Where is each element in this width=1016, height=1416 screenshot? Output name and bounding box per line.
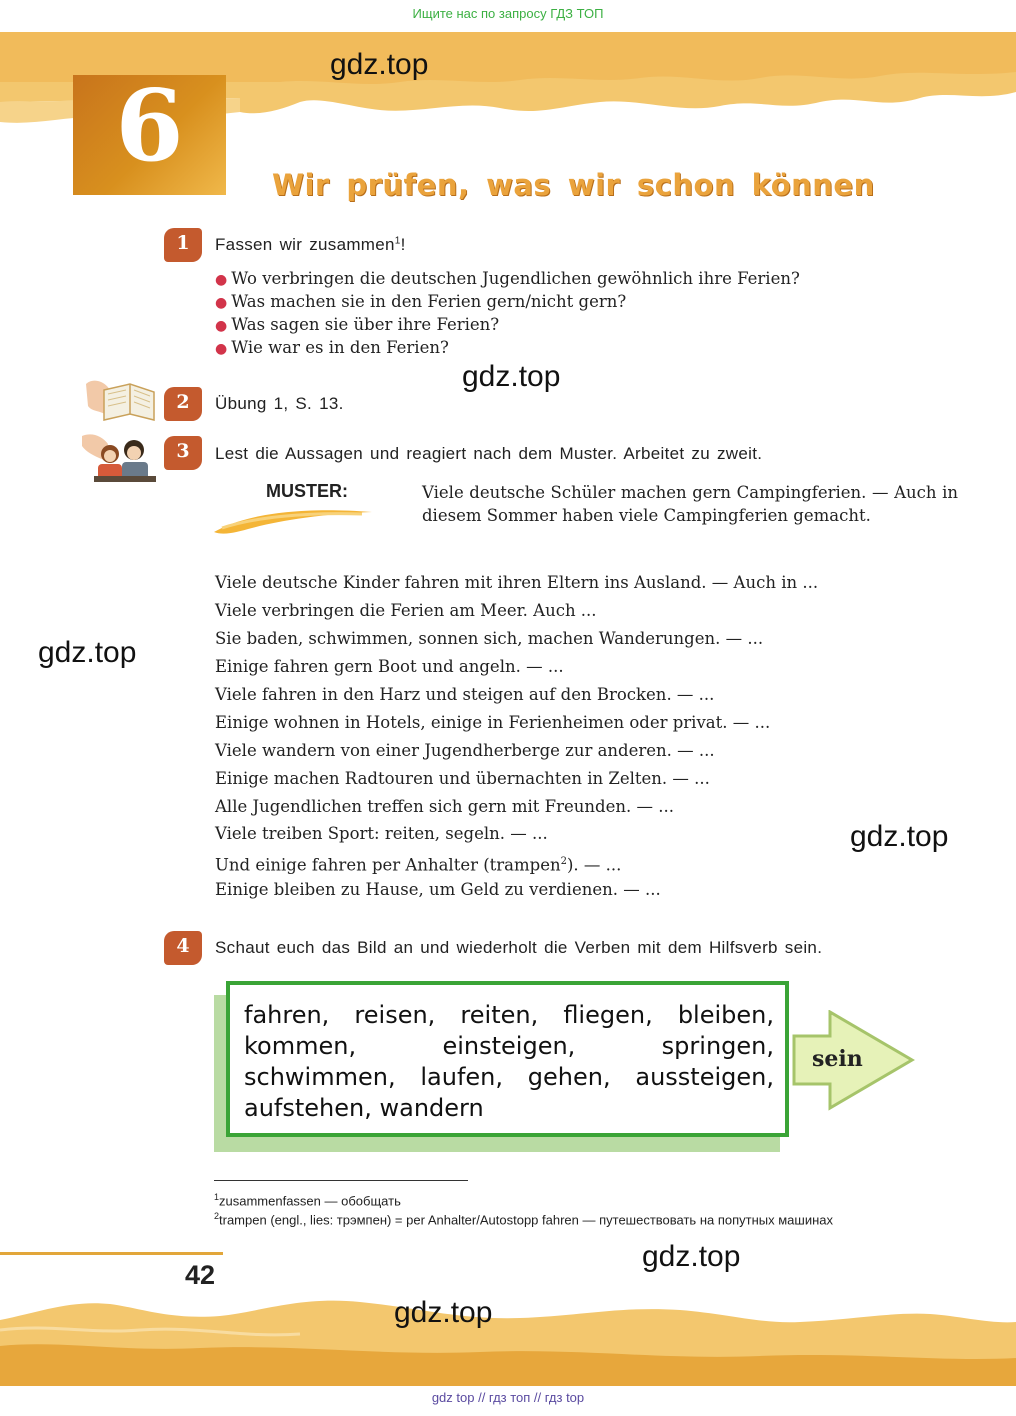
exercise-2-instruction: Übung 1, S. 13.: [215, 394, 344, 413]
exercise-3-line: Einige machen Radtouren und übernachten in Zelten. — ...: [215, 769, 710, 788]
exercise-3-line: Viele fahren in den Harz und steigen auf den Brocken. — ...: [215, 685, 715, 704]
muster-label: MUSTER:: [266, 481, 348, 501]
exercise-1-instruction: Fassen wir zusammen$^1$!: [215, 235, 406, 254]
exercise-3-line: Und einige fahren per Anhalter (trampen$^2$). — ...: [215, 855, 622, 875]
exercise-3-line: Viele deutsche Kinder fahren mit ihren Eltern ins Ausland. — Auch in ...: [215, 573, 819, 592]
unit-number-box: [73, 69, 226, 195]
page-number: 42: [185, 1260, 216, 1290]
footnote-mark: 1: [394, 235, 401, 247]
exercise-3-instruction: Lest die Aussagen und reagiert nach dem Muster. Arbeitet zu zweit.: [215, 444, 763, 463]
exercise-3-line: Einige bleiben zu Hause, um Geld zu verdienen. — ...: [215, 880, 661, 899]
watermark: gdz.top: [850, 820, 949, 853]
footnote-divider: [214, 1180, 468, 1181]
exercise-3-line: Einige fahren gern Boot und angeln. — ...: [215, 657, 564, 676]
watermark: gdz.top: [462, 360, 561, 393]
bottom-search-link[interactable]: gdz top // гдз топ // гдз top: [431, 1390, 585, 1405]
top-search-link[interactable]: Ищите нас по запросу ГДЗ ТОП: [412, 6, 604, 21]
exercise-1-bullet: ● Was machen sie in den Ferien gern/nicht gern?: [215, 292, 627, 311]
exercise-3-line: Viele treiben Sport: reiten, segeln. — ...: [215, 824, 548, 843]
book-reading-icon: [82, 376, 162, 428]
muster-brush-stroke: [212, 498, 377, 538]
footnote-2: $^2$trampen (engl., lies: трэмпен) = per Anhalter/Autostopp fahren — путешествовать на попутных машинах: [214, 1211, 834, 1228]
bottom-banner-decoration: [0, 1290, 1016, 1386]
exercise-1-bullet: ● Was sagen sie über ihre Ferien?: [215, 315, 500, 334]
watermark: gdz.top: [394, 1296, 493, 1329]
exercise-1-badge: 1: [164, 228, 202, 262]
unit-number: 6: [115, 69, 184, 184]
exercise-1-bullet: ● Wo verbringen die deutschen Jugendlichen gewöhnlich ihre Ferien?: [215, 269, 800, 288]
exercise-4-badge: 4: [164, 931, 202, 965]
muster-text: Viele deutsche Schüler machen gern Campingferien. — Auch in diesem Sommer haben viele Campingferien gemacht.: [422, 483, 958, 525]
exercise-2-badge: 2: [164, 387, 202, 421]
auxiliary-verb-label: sein: [812, 1046, 863, 1072]
exercise-3-line: Viele wandern von einer Jugendherberge zur anderen. — ...: [215, 741, 715, 760]
watermark: gdz.top: [38, 636, 137, 669]
exercise-3-badge: 3: [164, 436, 202, 470]
exercise-3-line: Sie baden, schwimmen, sonnen sich, machen Wanderungen. — ...: [215, 629, 764, 648]
pair-work-icon: [80, 430, 160, 482]
exercise-3-line: Viele verbringen die Ferien am Meer. Auch ...: [215, 601, 597, 620]
exercise-3-line: Alle Jugendlichen treffen sich gern mit Freunden. — ...: [215, 797, 674, 816]
footnote-mark: 2: [560, 856, 567, 867]
footnote-1: $^1$zusammenfassen — обобщать: [214, 1192, 401, 1209]
exercise-4-instruction: Schaut euch das Bild an und wiederholt die Verben mit dem Hilfsverb sein.: [215, 938, 823, 957]
watermark: gdz.top: [330, 48, 429, 81]
page-title: Wir prüfen, was wir schon können: [272, 168, 875, 202]
verb-list: fahren, reisen, reiten, fliegen, bleiben, kommen, einsteigen, springen, schwimmen, laufen, gehen, aussteigen, aufstehen, wandern: [244, 1001, 774, 1122]
watermark: gdz.top: [642, 1240, 741, 1273]
exercise-1-bullet: ● Wie war es in den Ferien?: [215, 338, 449, 357]
page-number-rule: [0, 1252, 223, 1255]
exercise-3-line: Einige wohnen in Hotels, einige in Ferienheimen oder privat. — ...: [215, 713, 771, 732]
